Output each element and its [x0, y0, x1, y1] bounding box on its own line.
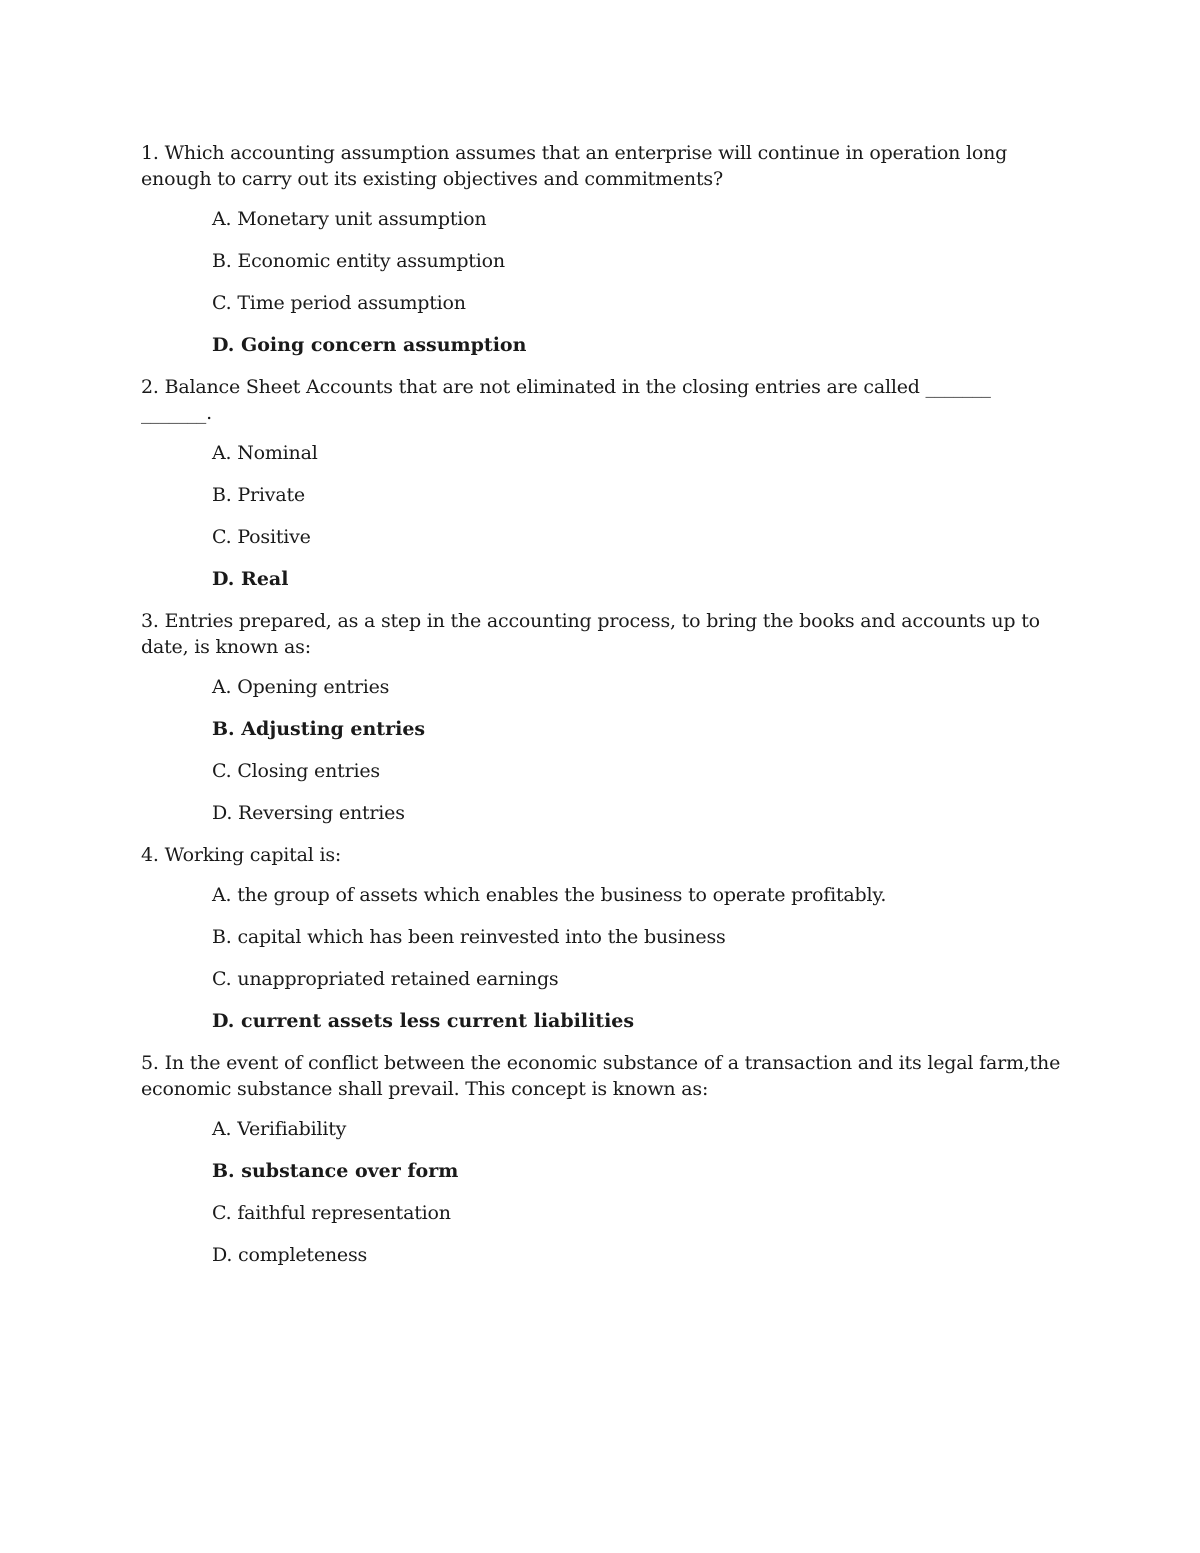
answer-option: D. completeness — [212, 1244, 368, 1266]
answer-option: C. Positive — [212, 526, 311, 548]
question-text — [141, 374, 1061, 426]
answer-option: A. the group of assets which enables the business to operate profitably. — [212, 884, 887, 906]
quiz-content — [141, 140, 1061, 1268]
question-text — [141, 842, 1061, 868]
question-text — [141, 1050, 1061, 1102]
question-number: 4. — [141, 844, 159, 866]
question-body: Working capital is: — [164, 844, 342, 866]
question-body: Balance Sheet Accounts that are not eliminated in the closing entries are called _______ _______. — [141, 376, 991, 424]
correct-answer-option: B. Adjusting entries — [212, 718, 426, 740]
answer-option: A. Monetary unit assumption — [212, 208, 487, 230]
correct-answer-option: D. Going concern assumption — [212, 334, 527, 356]
answer-option: A. Opening entries — [212, 676, 390, 698]
answer-option: B. Economic entity assumption — [212, 250, 505, 272]
question-number: 5. — [141, 1052, 159, 1074]
correct-answer-option: B. substance over form — [212, 1160, 459, 1182]
question-4 — [141, 842, 1061, 1034]
question-3 — [141, 608, 1061, 826]
question-body: Which accounting assumption assumes that an enterprise will continue in operation long enough to carry out its existing objectives and commitments? — [141, 142, 1008, 190]
question-text — [141, 608, 1061, 660]
answer-option: C. unappropriated retained earnings — [212, 968, 559, 990]
correct-answer-option: D. current assets less current liabilities — [212, 1010, 635, 1032]
question-number: 1. — [141, 142, 159, 164]
question-body: Entries prepared, as a step in the accounting process, to bring the books and accounts up to date, is known as: — [141, 610, 1040, 658]
question-2 — [141, 374, 1061, 592]
answer-option: D. Reversing entries — [212, 802, 405, 824]
answer-option: A. Verifiability — [212, 1118, 347, 1140]
answer-option: B. Private — [212, 484, 305, 506]
answer-option: C. Time period assumption — [212, 292, 466, 314]
question-body: In the event of conflict between the economic substance of a transaction and its legal farm,the economic substance shall prevail. This concept is known as: — [141, 1052, 1061, 1100]
question-number: 3. — [141, 610, 159, 632]
answer-option: B. capital which has been reinvested into the business — [212, 926, 726, 948]
question-5 — [141, 1050, 1061, 1268]
question-number: 2. — [141, 376, 159, 398]
answer-option: C. faithful representation — [212, 1202, 451, 1224]
question-text — [141, 140, 1061, 192]
answer-option: A. Nominal — [212, 442, 318, 464]
answer-option: C. Closing entries — [212, 760, 380, 782]
question-1 — [141, 140, 1061, 358]
correct-answer-option: D. Real — [212, 568, 289, 590]
